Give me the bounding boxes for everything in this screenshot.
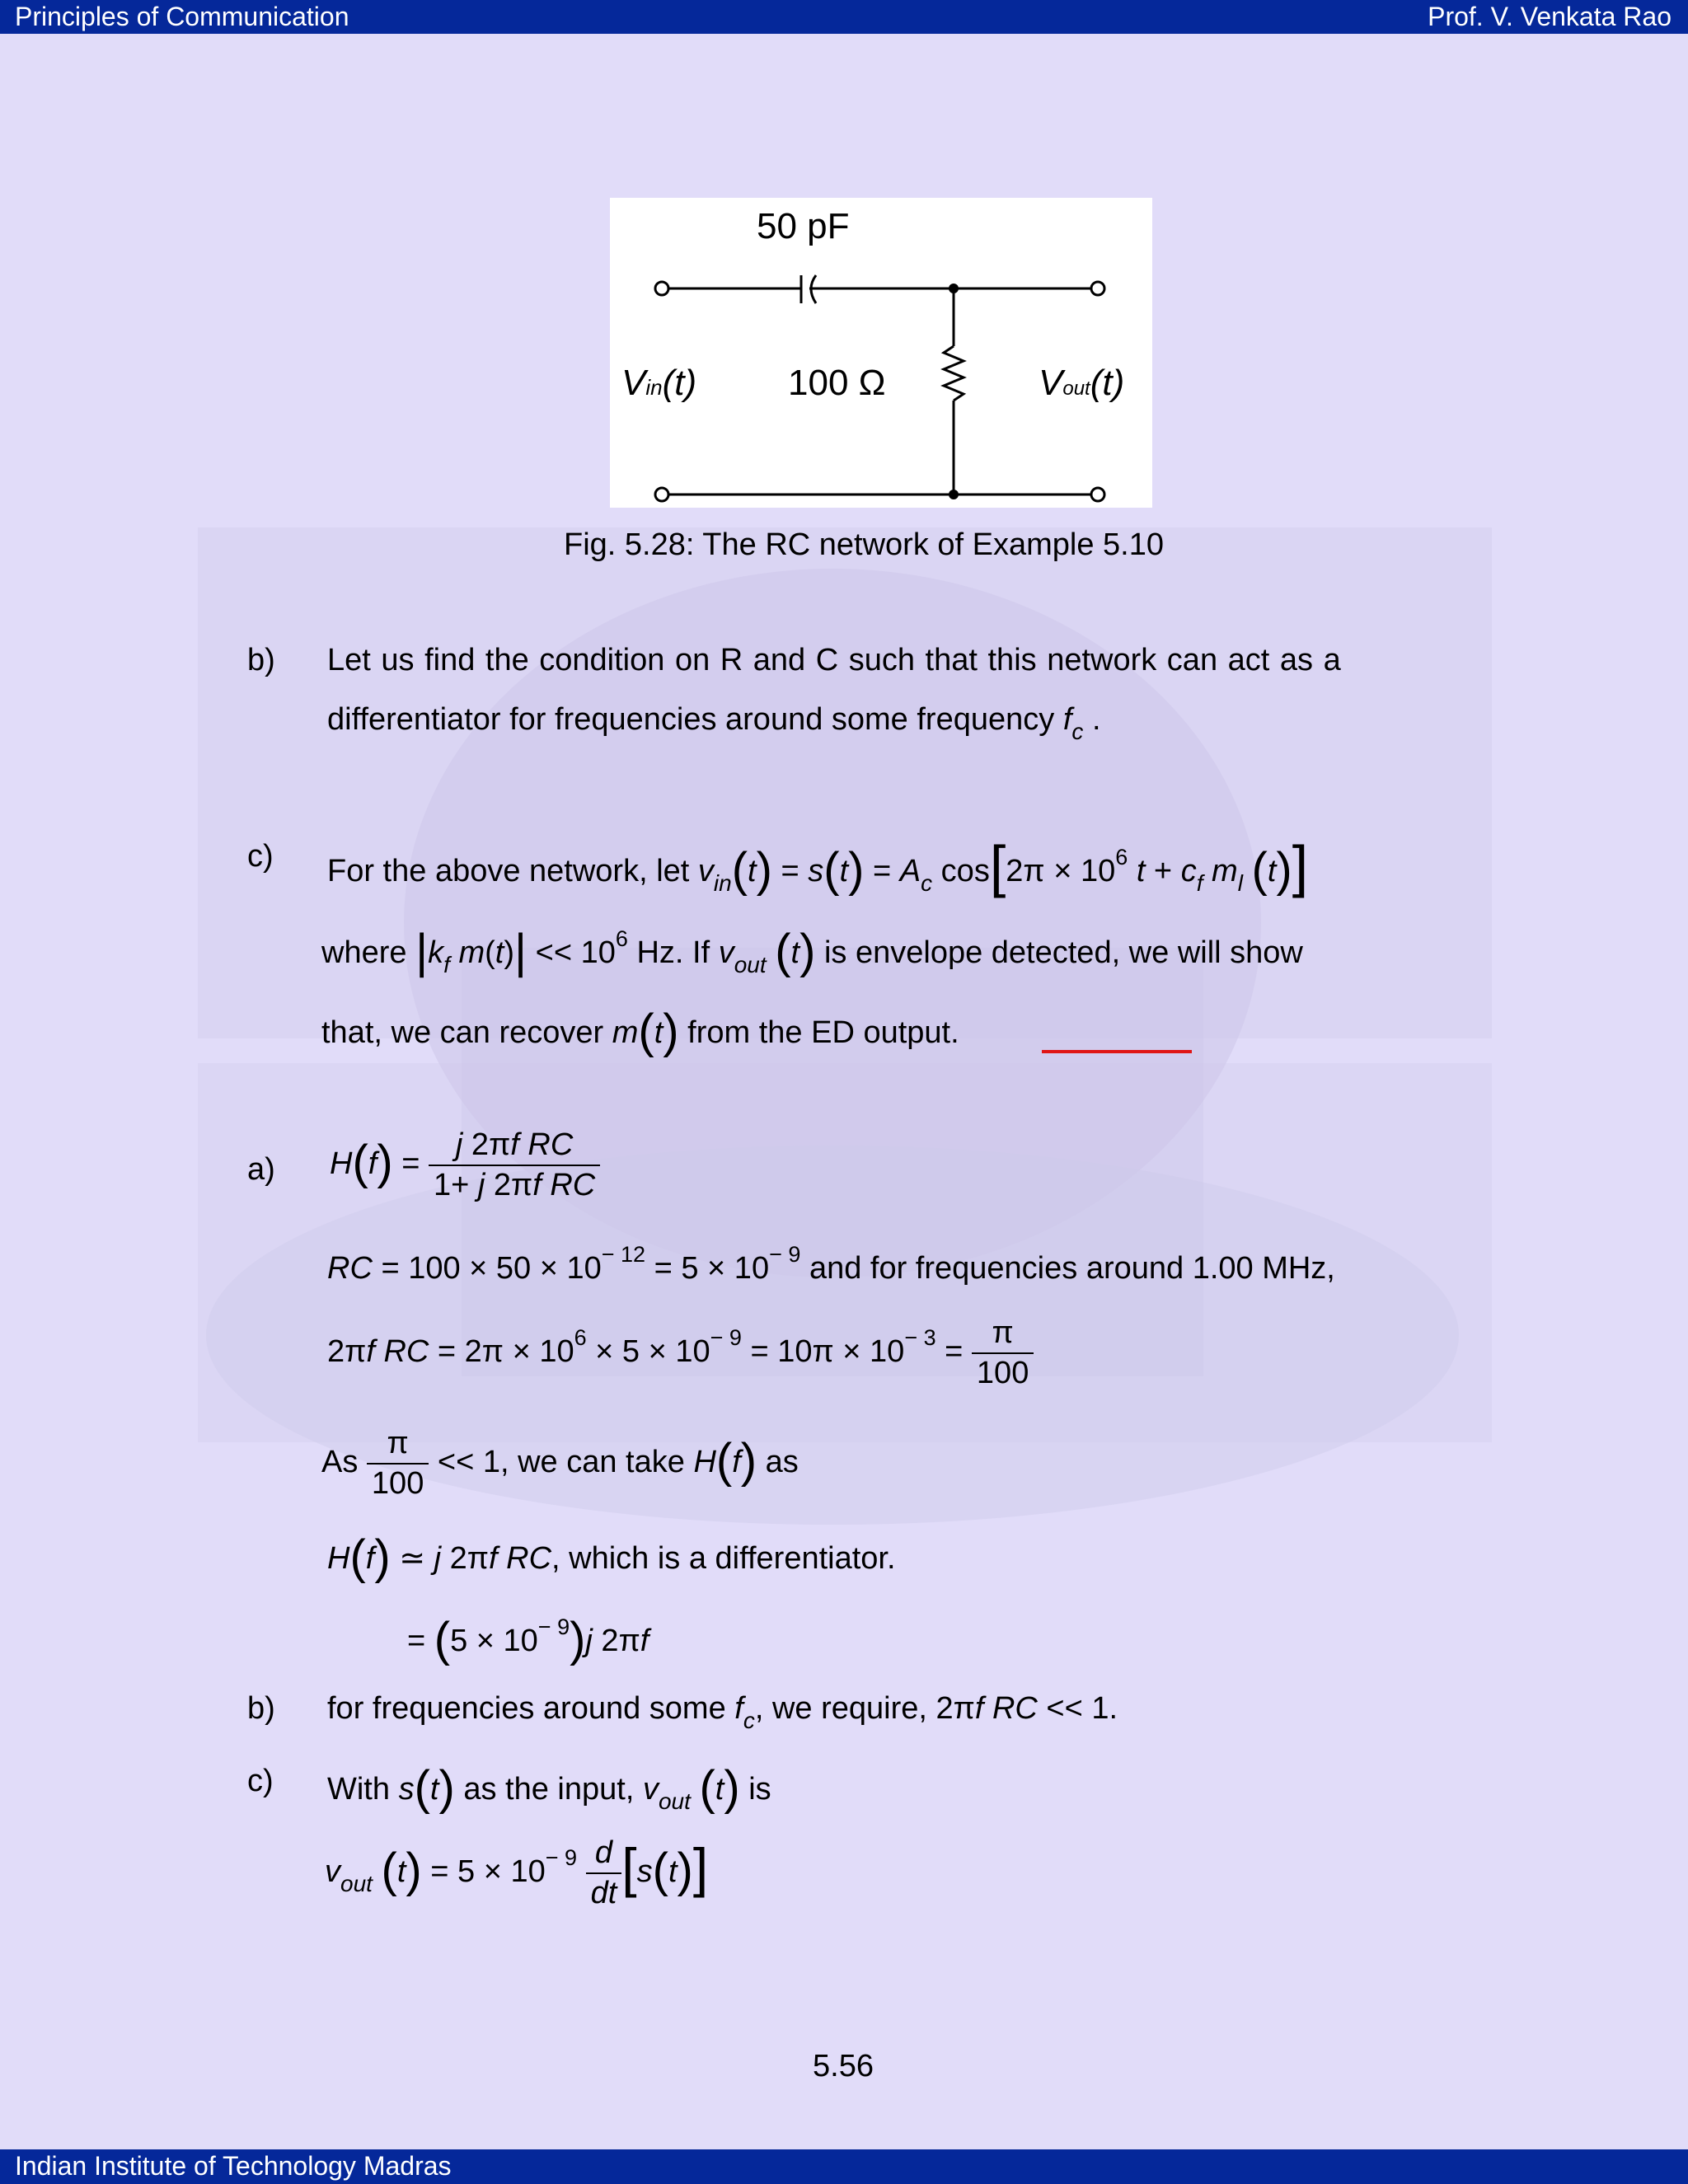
header-title: Principles of Communication: [15, 2, 349, 31]
output-terminal-top: [1091, 282, 1104, 295]
rc-value-eq: RC = $100 \times 50 \times 10^{- 12} = 5 \times 10^{- 9}$ and for frequencies around 1.00 MHz,: [327, 1242, 1335, 1286]
footer-institute: Indian Institute of Technology Madras: [15, 2151, 452, 2181]
circuit-diagram: [610, 198, 1152, 508]
solution-c-text: With s(t) as the input, $v_{out}$ (t) is: [327, 1761, 771, 1815]
solution-c-label: c): [247, 1764, 274, 1798]
problem-c-line3: that, we can recover m(t) from the ED output.: [321, 1005, 959, 1058]
input-voltage-label: Vin(t): [621, 363, 697, 403]
problem-b-label: b): [247, 643, 275, 677]
page-number: 5.56: [813, 2049, 874, 2083]
problem-c-line1: For the above network, let $v_{in}(t) = s(t) = A_c$ $\cos[2\pi \times 10^6$ $t + c_f$ $m_l$ (t)]: [327, 834, 1309, 898]
resistor-label: 100 Ω: [788, 363, 886, 403]
problem-c-line2: where $|k_f$ $m(t)| << 10^6$ Hz. If $v_{out}$ (t) is envelope detected, we will show: [321, 925, 1303, 978]
output-voltage-label: Vout(t): [1039, 363, 1125, 403]
differentiator-value-eq: = $(5 \times 10^{- 9})j$ 2πf: [407, 1613, 649, 1666]
approximation-line: As $\frac{\pi}{100}$ << 1, we can take H(f) as: [321, 1426, 799, 1501]
output-terminal-bottom: [1091, 488, 1104, 501]
solution-a-label: a): [247, 1152, 275, 1187]
resistor-symbol: [944, 346, 964, 401]
figure-caption: Fig. 5.28: The RC network of Example 5.10: [564, 527, 1164, 562]
problem-c-label: c): [247, 839, 274, 874]
problem-b-line1: Let us find the condition on R and C such that this network can act as a: [327, 643, 1341, 677]
solution-b-text: for frequencies around some $f_c$, we require, 2πf RC << 1.: [327, 1691, 1118, 1733]
input-terminal-top: [655, 282, 668, 295]
transfer-function-eq: H(f) = $\frac{\text{j 2πf RC}}{\text{1+ j 2πf RC}}$: [330, 1127, 600, 1203]
header-author: Prof. V. Venkata Rao: [1428, 2, 1672, 31]
solution-b-label: b): [247, 1691, 275, 1726]
output-voltage-eq: $v_{out}$ $(t) = 5 \times 10^{- 9}$ $\frac{d}{dt}$ [s(t)]: [325, 1835, 709, 1910]
problem-b-line2: differentiator for frequencies around some frequency $f_c$ .: [327, 702, 1101, 744]
differentiator-eq: H(f) ≃ j 2πf RC, which is a differentiator.: [327, 1530, 896, 1584]
capacitor-label: 50 pF: [757, 206, 850, 246]
input-terminal-bottom: [655, 488, 668, 501]
phase-value-eq: 2πf RC = $2\pi \times 10^6 \times 5 \times 10^{- 9} = 10\pi \times 10^{- 3}$ = $\frac{\pi}{100}$: [327, 1315, 1034, 1391]
circuit-figure: [610, 198, 1152, 508]
red-underline-mark: [1042, 1050, 1192, 1053]
